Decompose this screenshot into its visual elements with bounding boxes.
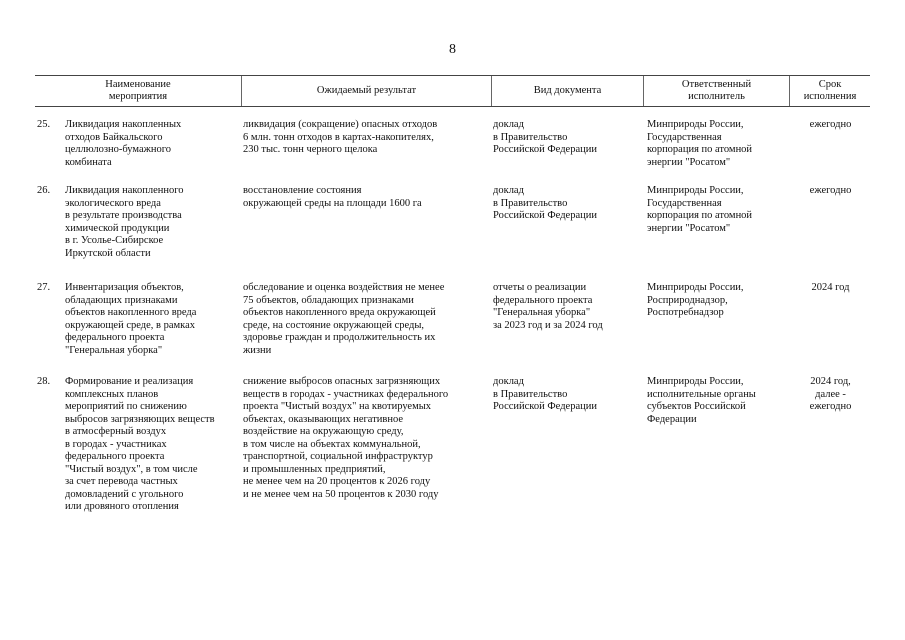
row-term: ежегодно (809, 185, 852, 196)
row-number: 26. (37, 185, 51, 196)
row-result: восстановление состояния окружающей среды на площади 1600 га (243, 185, 422, 209)
row-number: 28. (37, 376, 51, 387)
row-number: 25. (37, 119, 51, 130)
row-term: 2024 год, далее - ежегодно (809, 376, 852, 412)
row-term: 2024 год (811, 282, 850, 293)
page-number: 8 (449, 42, 456, 57)
header-name: Наименование мероприятия (105, 79, 171, 102)
header-document: Вид документа (491, 76, 643, 106)
header-executor: Ответственный исполнитель (643, 76, 789, 106)
row-executor: Минприроды России, Государственная корпорация по атомной энергии "Росатом" (647, 119, 753, 168)
row-executor: Минприроды России, Росприроднадзор, Роспотребнадзор (647, 282, 744, 318)
row-term: ежегодно (809, 119, 852, 130)
row-number: 27. (37, 282, 51, 293)
row-result: ликвидация (сокращение) опасных отходов 6 млн. тонн отходов в картах-накопителях, 230 тыс. тонн черного щелока (243, 119, 438, 155)
plan-table (35, 75, 870, 512)
row-executor: Минприроды России, исполнительные органы субъектов Российской Федерации (647, 376, 756, 425)
row-result: снижение выбросов опасных загрязняющих веществ в городах - участниках федерального проекта "Чистый воздух" на квотируемых объектах, оказывающих негативное воздействие на окружающую среду, в том числе на объектах коммунальной, транспортной, социальной инфраструктур и промышленных предприятий, не менее чем на 20 процентов к 2026 году и не менее чем на 50 процентов к 2030 году (243, 376, 449, 500)
header-result: Ожидаемый результат (241, 76, 491, 106)
row-executor: Минприроды России, Государственная корпорация по атомной энергии "Росатом" (647, 185, 753, 234)
row-name: Формирование и реализация комплексных планов мероприятий по снижению выбросов загрязняющих веществ в атмосферный воздух в городах - участниках федерального проекта "Чистый воздух", в том числе за счет перевода частных домовладений с угольного или дровяного отопления (65, 376, 215, 512)
table-header (35, 75, 870, 107)
row-result: обследование и оценка воздействия не менее 75 объектов, обладающих признаками объектов накопленного вреда окружающей среде, на состояние окружающей среды, здоровье граждан и продолжительность их жизни (243, 282, 445, 356)
row-document: доклад в Правительство Российской Федерации (493, 376, 597, 412)
row-name: Ликвидация накопленного экологического вреда в результате производства химической продукции в г. Усолье-Сибирское Иркутской области (65, 185, 184, 259)
row-name: Ликвидация накопленных отходов Байкальского целлюлозно-бумажного комбината (65, 119, 182, 168)
row-document: доклад в Правительство Российской Федерации (493, 185, 597, 221)
header-term: Срок исполнения (789, 76, 870, 106)
row-document: доклад в Правительство Российской Федерации (493, 119, 597, 155)
row-name: Инвентаризация объектов, обладающих признаками объектов накопленного вреда окружающей среде, в рамках федерального проекта "Генеральная уборка" (65, 282, 197, 356)
row-document: отчеты о реализации федерального проекта "Генеральная уборка" за 2023 год и за 2024 год (493, 282, 603, 331)
